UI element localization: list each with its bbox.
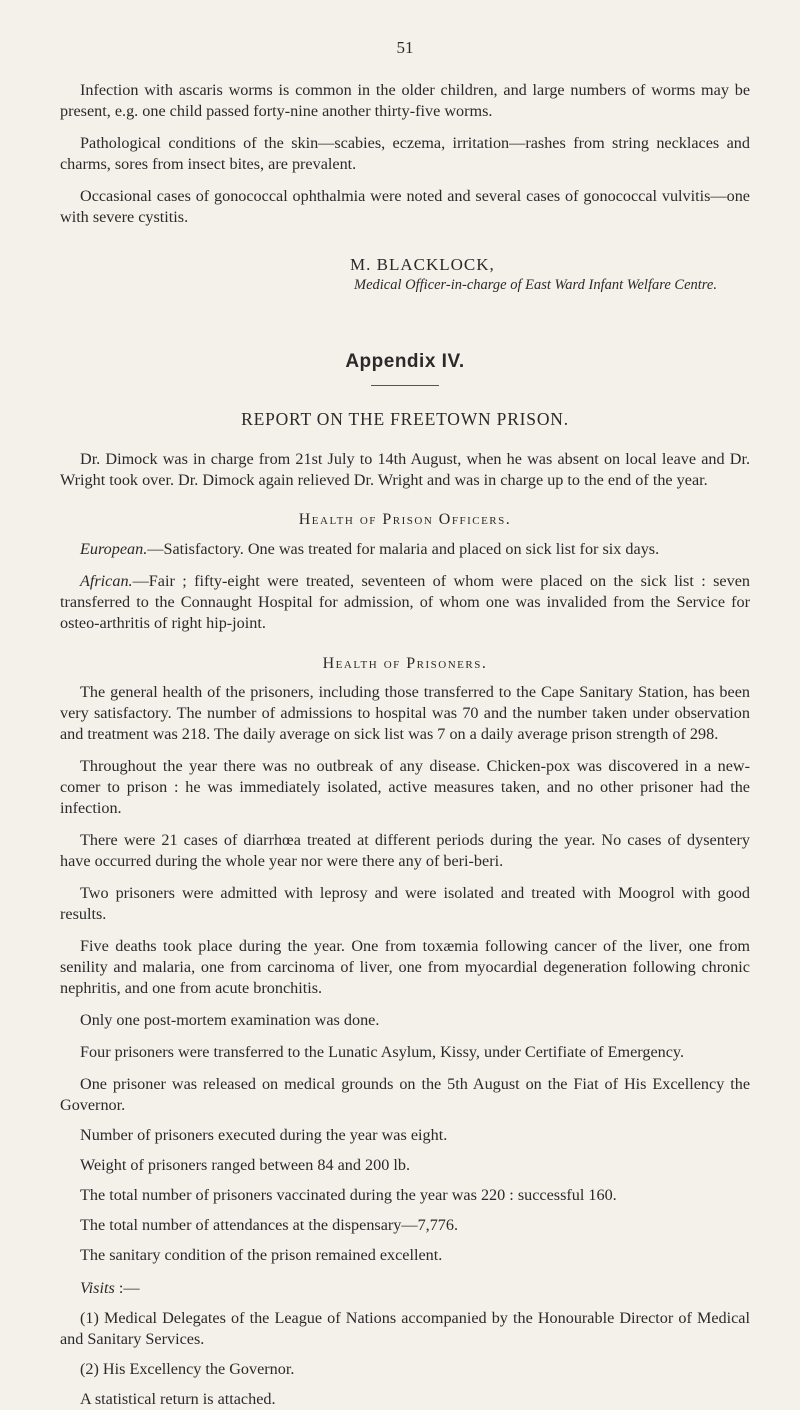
signature-name: M. BLACKLOCK, xyxy=(350,255,495,274)
statistical-return-note: A statistical return is attached. xyxy=(80,1390,276,1408)
paragraph-skin-conditions: Pathological conditions of the skin—scabies, eczema, irritation—rashes from string necklaces and charms, sores from insect bites, are prevalent. xyxy=(60,134,750,173)
paragraph-sanitary: The sanitary condition of the prison remained excellent. xyxy=(80,1246,443,1264)
paragraph-african xyxy=(60,571,750,634)
paragraph-european xyxy=(60,539,750,560)
european-label: European. xyxy=(80,540,148,558)
appendix-heading: Appendix IV. xyxy=(345,351,465,372)
visits-label: Visits xyxy=(80,1279,115,1297)
visits-label-suffix: :— xyxy=(114,1279,140,1297)
paragraph-lunatic-asylum: Four prisoners were transferred to the Lunatic Asylum, Kissy, under Certifiate of Emergency. xyxy=(80,1043,685,1061)
document-page xyxy=(60,38,750,1410)
paragraph-diarrhoea: There were 21 cases of diarrhœa treated at different periods during the year. No cases of dysentery have occurred during the whole year nor were there any of beri-beri. xyxy=(60,831,750,870)
paragraph-deaths: Five deaths took place during the year. One from toxæmia following cancer of the liver, one from senility and malaria, one from carcinoma of liver, one from myocardial degeneration following chronic nephritis, and one from acute bronchitis. xyxy=(60,937,750,997)
african-label: African. xyxy=(80,572,133,590)
paragraph-weight: Weight of prisoners ranged between 84 and 200 lb. xyxy=(80,1156,411,1174)
paragraph-released: One prisoner was released on medical grounds on the 5th August on the Fiat of His Excellency the Governor. xyxy=(60,1075,750,1114)
paragraph-gonococcal: Occasional cases of gonococcal ophthalmia were noted and several cases of gonococcal vulvitis—one with severe cystitis. xyxy=(60,187,750,226)
visits-heading xyxy=(60,1278,750,1299)
african-text: —Fair ; fifty-eight were treated, seventeen of whom were placed on the sick list : seven transferred to the Connaught Hospital for admission, of whom one was invalided from the Service for osteo-arthritis of right hip-joint. xyxy=(60,572,750,632)
page-number: 51 xyxy=(396,38,414,57)
paragraph-dispensary: The total number of attendances at the dispensary—7,776. xyxy=(80,1216,459,1234)
paragraph-general-health: The general health of the prisoners, including those transferred to the Cape Sanitary Station, has been very satisfactory. The number of admissions to hospital was 70 and the number taken under observation and treatment was 218. The daily average on sick list was 7 on a daily average prison strength of 298. xyxy=(60,683,750,743)
section-heading-prisoners: Health of Prisoners. xyxy=(322,655,488,672)
visit-item: (1) Medical Delegates of the League of Nations accompanied by the Honourable Director of Medical and Sanitary Services. xyxy=(60,1309,750,1348)
european-text: —Satisfactory. One was treated for malaria and placed on sick list for six days. xyxy=(147,540,660,558)
heading-divider xyxy=(371,385,439,386)
signature-title: Medical Officer-in-charge of East Ward Infant Welfare Centre. xyxy=(354,277,717,293)
report-title: REPORT ON THE FREETOWN PRISON. xyxy=(241,409,569,429)
visit-item: (2) His Excellency the Governor. xyxy=(80,1360,295,1378)
section-heading-officers: Health of Prison Officers. xyxy=(298,511,512,528)
paragraph-post-mortem: Only one post-mortem examination was done. xyxy=(80,1011,380,1029)
paragraph-leprosy: Two prisoners were admitted with leprosy and were isolated and treated with Moogrol with good results. xyxy=(60,884,750,923)
paragraph-intro: Dr. Dimock was in charge from 21st July to 14th August, when he was absent on local leave and Dr. Wright took over. Dr. Dimock again relieved Dr. Wright and was in charge up to the end of the year. xyxy=(60,450,750,489)
paragraph-executed: Number of prisoners executed during the year was eight. xyxy=(80,1126,448,1144)
paragraph-ascaris: Infection with ascaris worms is common in the older children, and large numbers of worms may be present, e.g. one child passed forty-nine another thirty-five worms. xyxy=(60,81,750,120)
paragraph-no-outbreak: Throughout the year there was no outbreak of any disease. Chicken-pox was discovered in a new-comer to prison : he was immediately isolated, active measures taken, and no other prisoner had the infection. xyxy=(60,757,750,817)
paragraph-vaccinated: The total number of prisoners vaccinated during the year was 220 : successful 160. xyxy=(80,1186,617,1204)
